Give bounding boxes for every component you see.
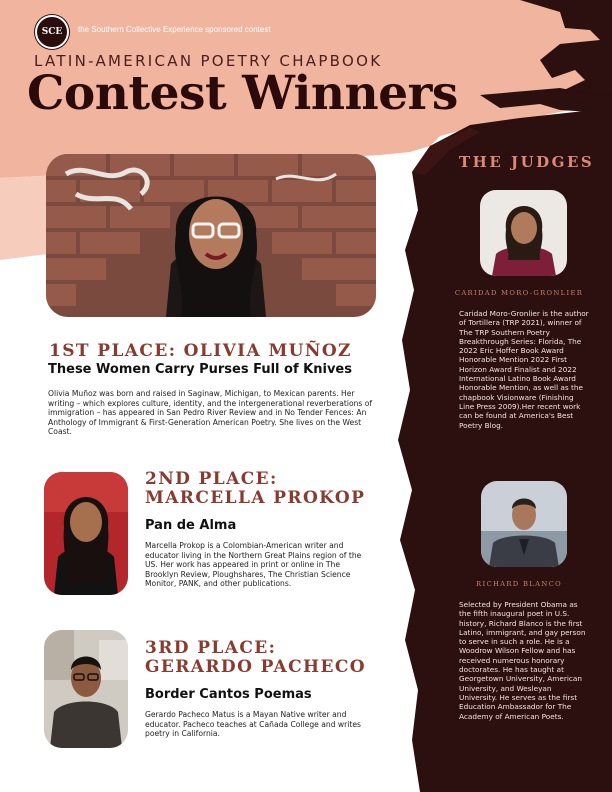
chapbook-kicker: LATIN-AMERICAN POETRY CHAPBOOK	[34, 52, 383, 70]
judge-caridad-name: CARIDAD MORO-GRONLIER	[454, 289, 584, 297]
judge-richard-bio: Selected by President Obama as the fifth inaugural poet in U.S. history, Richard Blanco is the first Latino, immigrant, and gay person to serve in such a role. He is a Woodrow Wilson Fellow and has received numerous honorary doctorates. He has taught at Georgetown University, American University, and Wesleyan University. He serves as the first Education Ambassador for The Academy of American Poets.	[459, 600, 586, 721]
sce-logo: SCE	[35, 15, 69, 49]
second-place-photo	[44, 472, 128, 595]
judge-richard-photo	[481, 481, 567, 567]
second-place-work-title: Pan de Alma	[145, 518, 237, 533]
page-title: Contest Winners	[27, 66, 458, 121]
first-place-bio: Olivia Muñoz was born and raised in Saginaw, Michigan, to Mexican parents. Her writing – which explores culture, identity, and the intergenerational reverberations of immigration – has appeared in San Pedro River Review and in No Tender Fences: An Anthology of Immigrant & First-Generation American Poetry. She lives on the West Coast.	[48, 389, 373, 437]
first-place-heading: 1ST PLACE: OLIVIA MUÑOZ	[49, 341, 352, 361]
judges-heading: THE JUDGES	[459, 153, 595, 171]
judge-caridad-photo	[480, 190, 567, 276]
second-place-heading-line1: 2ND PLACE:	[145, 469, 278, 489]
first-place-work-title: These Women Carry Purses Full of Knives	[48, 362, 352, 377]
third-place-photo	[44, 630, 128, 748]
first-place-photo	[46, 154, 376, 317]
third-place-work-title: Border Cantos Poemas	[145, 687, 312, 702]
sponsor-line: the Southern Collective Experience sponsored contest	[78, 25, 271, 34]
third-place-heading-line1: 3RD PLACE:	[145, 638, 277, 658]
second-place-bio: Marcella Prokop is a Colombian-American writer and educator living in the Northern Great Plains region of the US. Her work has appeared in print or online in The Brooklyn Review, Ploughshares, The Christian Science Monitor, PANK, and other publications.	[145, 541, 362, 589]
judge-caridad-bio: Caridad Moro-Gronlier is the author of Tortillera (TRP 2021), winner of The TRP Southern Poetry Breakthrough Series: Florida, The 2022 Eric Hoffer Book Award Honorable Mention 2022 First Horizon Award Finalist and 2022 International Latino Book Award Honorable Mention, as well as the chapbook Visionware (Finishing Line Press 2009).Her recent work can be found at America's Best Poetry Blog.	[459, 309, 589, 430]
second-place-heading-line2: MARCELLA PROKOP	[145, 488, 366, 508]
judge-richard-name: RICHARD BLANCO	[476, 580, 562, 588]
third-place-bio: Gerardo Pacheco Matus is a Mayan Native writer and educator. Pacheco teaches at Cañada College and writes poetry in California.	[145, 710, 361, 739]
third-place-heading-line2: GERARDO PACHECO	[145, 657, 367, 677]
